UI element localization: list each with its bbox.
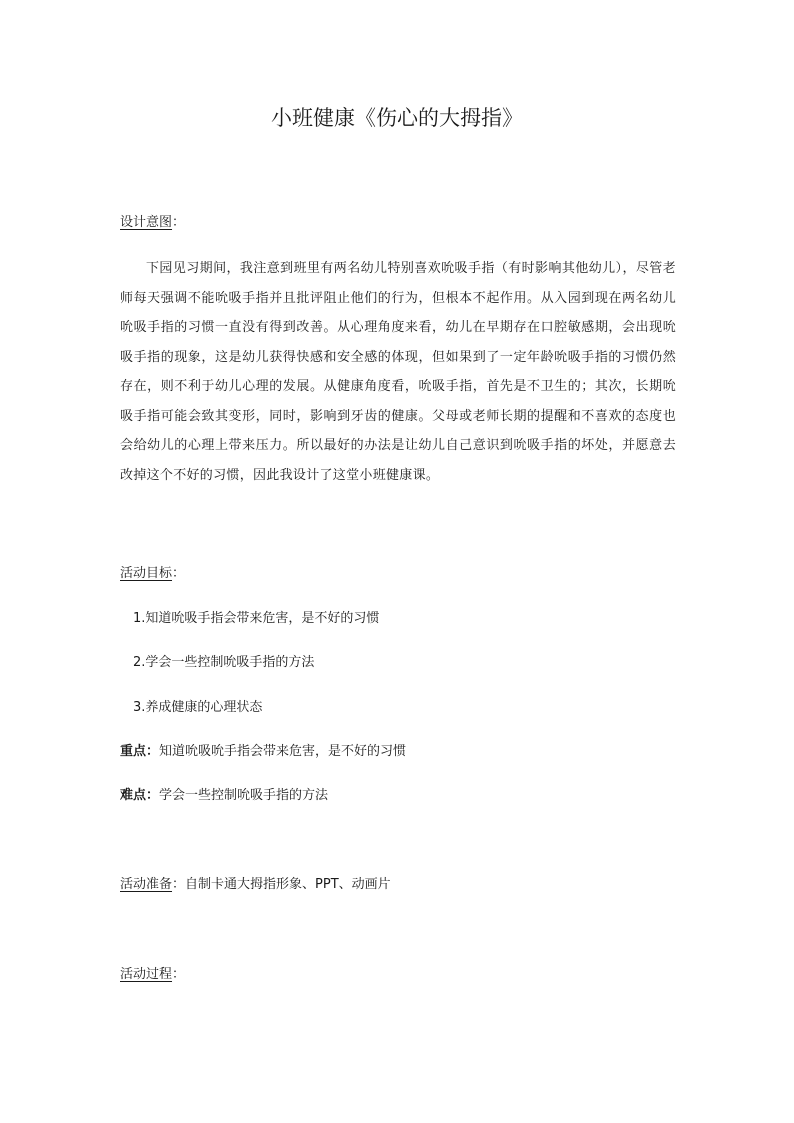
section-design-intent (120, 213, 185, 233)
section-activity-goals (120, 564, 185, 584)
preparation-text: 自制卡通大拇指形象、PPT、动画片 (185, 877, 391, 892)
section-process-colon: ： (172, 967, 186, 982)
difficulty-text: 学会一些控制吮吸手指的方法 (159, 788, 329, 803)
goal-item-3: 3.养成健康的心理状态 (133, 700, 263, 715)
difficulty-label: 难点 (120, 788, 147, 803)
key-point (120, 742, 406, 762)
section-preparation-colon: ： (172, 877, 186, 892)
key-point-colon: ： (146, 744, 160, 759)
document-title: 小班健康《伤心的大拇指》 (271, 106, 523, 130)
section-design-intent-label: 设计意图 (120, 215, 173, 230)
section-design-intent-colon: ： (172, 215, 186, 230)
key-point-text: 知道吮吸吮手指会带来危害，是不好的习惯 (159, 744, 407, 759)
goal-item-1: 1.知道吮吸手指会带来危害，是不好的习惯 (133, 611, 380, 626)
section-process (120, 965, 185, 985)
section-activity-goals-label: 活动目标 (120, 566, 173, 581)
key-point-label: 重点 (120, 744, 147, 759)
section-preparation (120, 875, 391, 895)
section-preparation-label: 活动准备 (120, 877, 173, 892)
section-process-label: 活动过程 (120, 967, 173, 982)
section-activity-goals-colon: ： (172, 566, 186, 581)
difficulty-point (120, 786, 328, 806)
design-intent-paragraph: 下园见习期间，我注意到班里有两名幼儿特别喜欢吮吸手指（有时影响其他幼儿），尽管老师每天强调不能吮吸手指并且批评阻止他们的行为，但根本不起作用。从入园到现在两名幼儿吮吸手指的习惯一直没有得到改善。从心理角度来看，幼儿在早期存在口腔敏感期，会出现吮吸手指的现象，这是幼儿获得快感和安全感的体现，但如果到了一定年龄吮吸手指的习惯仍然存在，则不利于幼儿心理的发展。从健康角度看，吮吸手指，首先是不卫生的；其次，长期吮吸手指可能会致其变形，同时，影响到牙齿的健康。父母或老师长期的提醒和不喜欢的态度也会给幼儿的心理上带来压力。所以最好的办法是让幼儿自己意识到吮吸手指的坏处，并愿意去改掉这个不好的习惯，因此我设计了这堂小班健康课。 (120, 261, 676, 483)
goal-item-2: 2.学会一些控制吮吸手指的方法 (133, 655, 315, 670)
difficulty-colon: ： (146, 788, 160, 803)
